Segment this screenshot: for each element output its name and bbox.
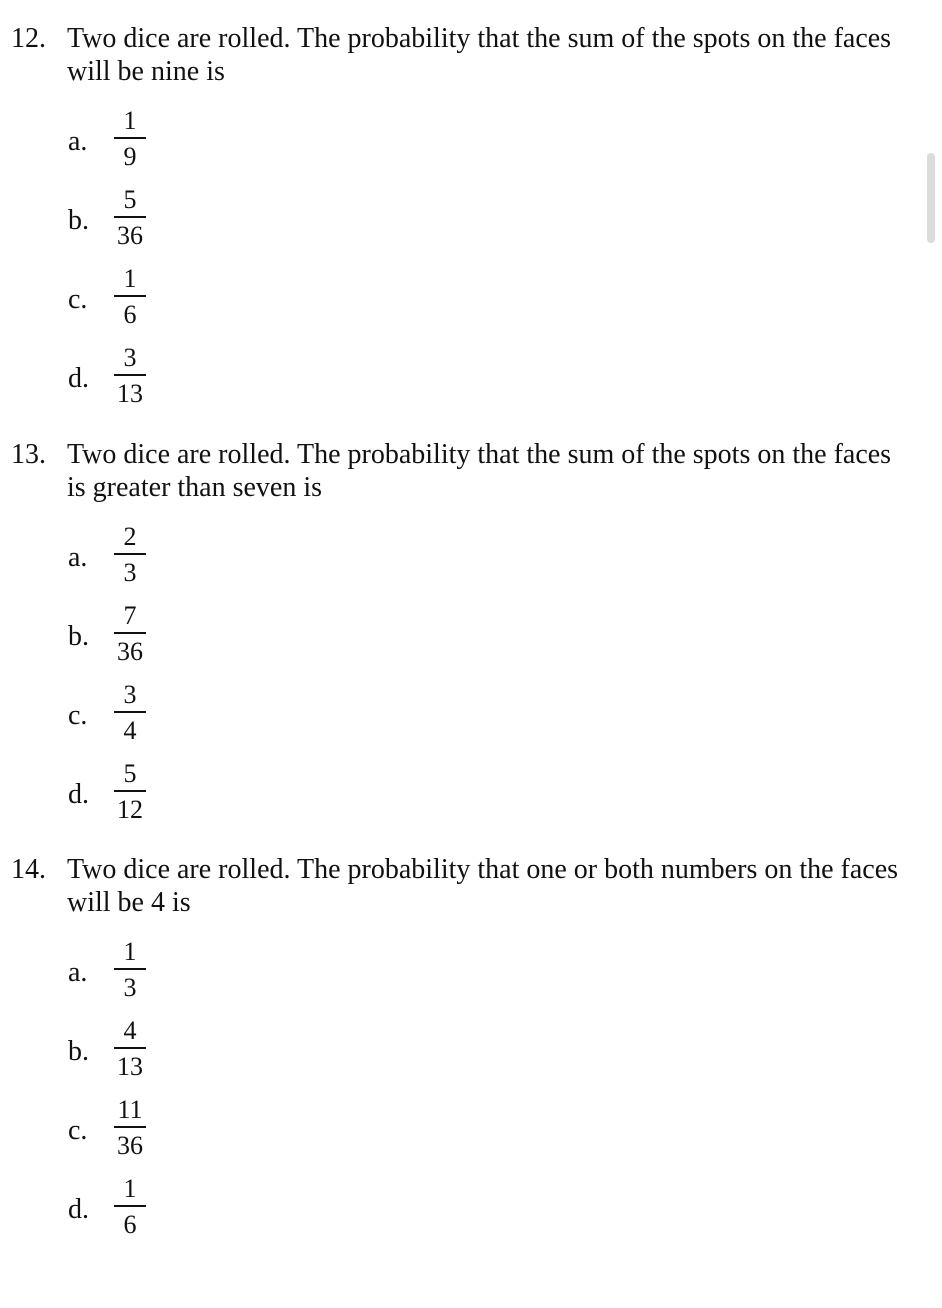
option-letter: b.	[68, 621, 89, 652]
question-13	[0, 438, 920, 838]
denominator: 4	[123, 715, 137, 745]
denominator: 3	[123, 972, 137, 1002]
fraction-bar	[114, 790, 146, 792]
question-12	[0, 22, 920, 422]
fraction-bar	[114, 553, 146, 555]
scrollbar-thumb[interactable]	[927, 153, 935, 243]
question-number: 13.	[11, 439, 46, 470]
question-14	[0, 853, 920, 1253]
fraction-bar	[114, 216, 146, 218]
option-letter: c.	[68, 284, 88, 315]
denominator: 3	[123, 557, 137, 587]
numerator: 5	[123, 185, 137, 214]
denominator: 12	[117, 794, 143, 824]
option-letter: c.	[68, 1115, 88, 1146]
fraction	[114, 680, 146, 746]
option-letter: a.	[68, 542, 88, 573]
denominator: 9	[123, 141, 137, 171]
option-letter: d.	[68, 363, 89, 394]
question-text: Two dice are rolled. The probability that the sum of the spots on the faces is greater than seven is	[67, 439, 892, 503]
option-d[interactable]	[0, 759, 920, 838]
fraction-bar	[114, 1047, 146, 1049]
option-a[interactable]	[0, 106, 920, 185]
fraction-bar	[114, 632, 146, 634]
question-stem	[0, 438, 907, 504]
option-b[interactable]	[0, 1016, 920, 1095]
fraction	[114, 1016, 146, 1082]
fraction	[114, 1095, 146, 1161]
numerator: 5	[123, 759, 137, 788]
numerator: 1	[123, 937, 137, 966]
option-letter: b.	[68, 1036, 89, 1067]
fraction	[114, 264, 146, 330]
fraction-bar	[114, 295, 146, 297]
question-stem	[0, 853, 907, 919]
fraction	[114, 937, 146, 1003]
numerator: 7	[123, 601, 137, 630]
denominator: 6	[123, 1209, 137, 1239]
fraction-bar	[114, 374, 146, 376]
option-c[interactable]	[0, 680, 920, 759]
denominator: 36	[117, 220, 143, 250]
option-letter: d.	[68, 779, 89, 810]
option-b[interactable]	[0, 601, 920, 680]
question-text: Two dice are rolled. The probability that the sum of the spots on the faces will be nine is	[67, 23, 892, 87]
fraction-bar	[114, 711, 146, 713]
option-list	[0, 522, 920, 838]
fraction	[114, 522, 146, 588]
option-list	[0, 106, 920, 422]
option-letter: d.	[68, 1194, 89, 1225]
fraction	[114, 759, 146, 825]
denominator: 36	[117, 1130, 143, 1160]
denominator: 13	[117, 378, 143, 408]
option-b[interactable]	[0, 185, 920, 264]
numerator: 1	[123, 264, 137, 293]
fraction-bar	[114, 968, 146, 970]
option-c[interactable]	[0, 1095, 920, 1174]
numerator: 1	[123, 106, 137, 135]
fraction	[114, 343, 146, 409]
numerator: 3	[123, 343, 137, 372]
option-d[interactable]	[0, 1174, 920, 1253]
option-d[interactable]	[0, 343, 920, 422]
option-list	[0, 937, 920, 1253]
numerator: 1	[123, 1174, 137, 1203]
option-a[interactable]	[0, 937, 920, 1016]
option-c[interactable]	[0, 264, 920, 343]
denominator: 13	[117, 1051, 143, 1081]
question-number: 14.	[11, 854, 46, 885]
denominator: 6	[123, 299, 137, 329]
option-letter: a.	[68, 126, 88, 157]
numerator: 2	[123, 522, 137, 551]
option-letter: a.	[68, 957, 88, 988]
fraction	[114, 106, 146, 172]
denominator: 36	[117, 636, 143, 666]
question-text: Two dice are rolled. The probability that one or both numbers on the faces will be 4 is	[67, 854, 899, 918]
option-letter: b.	[68, 205, 89, 236]
fraction-bar	[114, 1205, 146, 1207]
question-number: 12.	[11, 23, 46, 54]
fraction	[114, 1174, 146, 1240]
numerator: 4	[123, 1016, 137, 1045]
option-letter: c.	[68, 700, 88, 731]
numerator: 11	[117, 1095, 143, 1124]
fraction-bar	[114, 137, 146, 139]
numerator: 3	[123, 680, 137, 709]
fraction-bar	[114, 1126, 146, 1128]
fraction	[114, 185, 146, 251]
question-stem	[0, 22, 907, 88]
option-a[interactable]	[0, 522, 920, 601]
fraction	[114, 601, 146, 667]
